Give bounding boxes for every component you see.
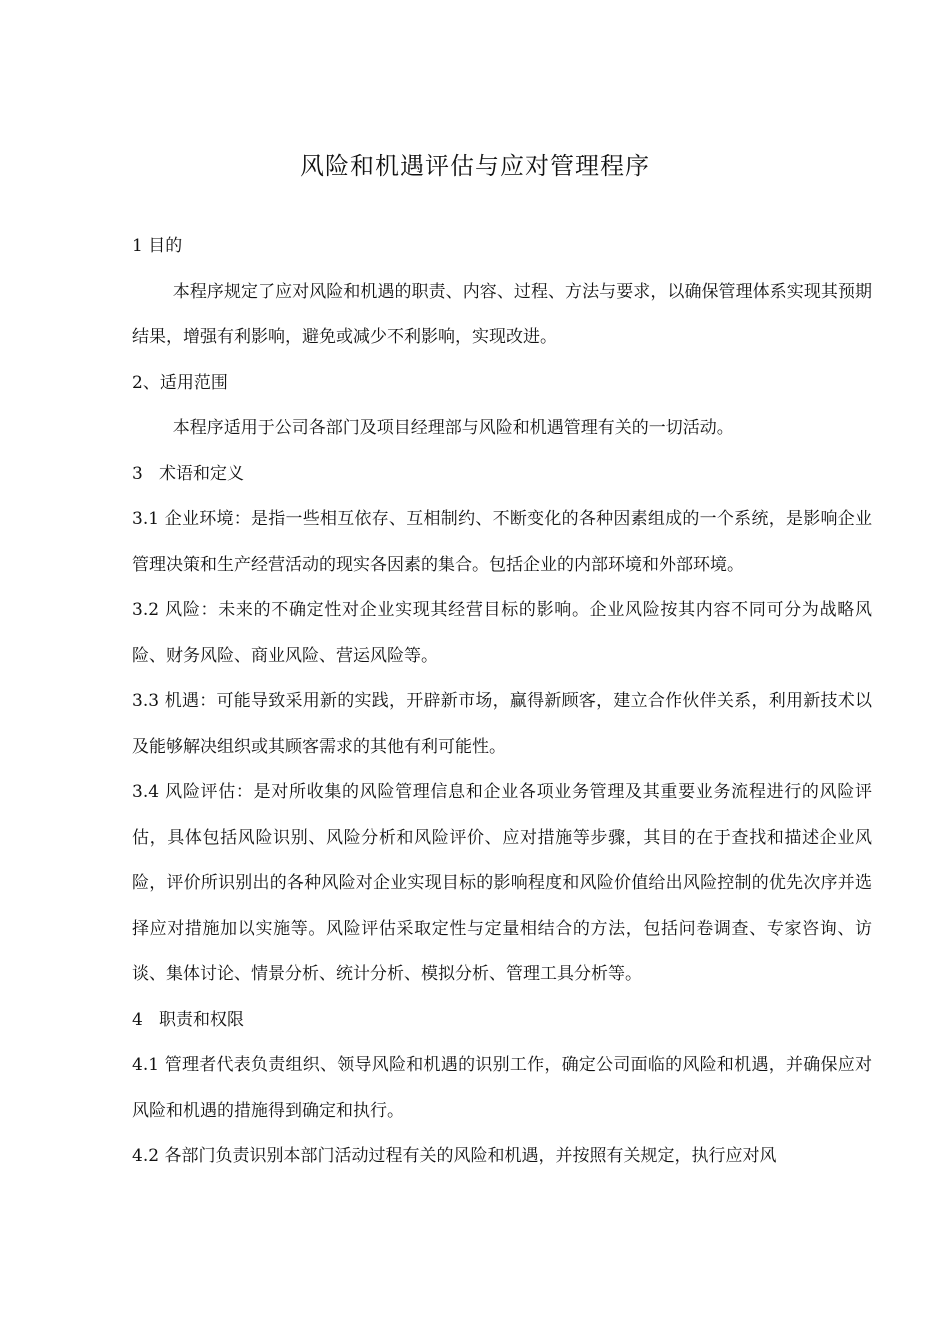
section-heading-scope: 2、适用范围 bbox=[132, 372, 228, 393]
section-heading-responsibilities: 4 职责和权限 bbox=[132, 1009, 245, 1030]
document-title: 风险和机遇评估与应对管理程序 bbox=[300, 152, 650, 180]
term-risk-assessment: 3.4 风险评估：是对所收集的风险管理信息和企业各项业务管理及其重要业务流程进行的风险评估，具体包括风险识别、风险分析和风险评价、应对措施等步骤，其目的在于查找和描述企业风险，评价所识别出的各种风险对企业实现目标的影响程度和风险价值给出风险控制的优先次序并选择应对措施加以实施等。风险评估采取定性与定量相结合的方法，包括问卷调查、专家咨询、访谈、集体讨论、情景分析、统计分析、模拟分析、管理工具分析等。 bbox=[132, 782, 872, 984]
responsibility-management-rep: 4.1 管理者代表负责组织、领导风险和机遇的识别工作，确定公司面临的风险和机遇，并确保应对风险和机遇的措施得到确定和执行。 bbox=[132, 1055, 872, 1121]
section-body-purpose: 本程序规定了应对风险和机遇的职责、内容、过程、方法与要求，以确保管理体系实现其预期结果，增强有利影响，避免或减少不利影响，实现改进。 bbox=[132, 281, 872, 347]
term-opportunity: 3.3 机遇：可能导致采用新的实践，开辟新市场，赢得新顾客，建立合作伙伴关系，利用新技术以及能够解决组织或其顾客需求的其他有利可能性。 bbox=[132, 691, 872, 757]
section-heading-terms: 3 术语和定义 bbox=[132, 463, 245, 484]
section-body-scope: 本程序适用于公司各部门及项目经理部与风险和机遇管理有关的一切活动。 bbox=[172, 418, 734, 438]
term-enterprise-environment: 3.1 企业环境：是指一些相互依存、互相制约、不断变化的各种因素组成的一个系统，是影响企业管理决策和生产经营活动的现实各因素的集合。包括企业的内部环境和外部环境。 bbox=[132, 509, 872, 575]
responsibility-departments: 4.2 各部门负责识别本部门活动过程有关的风险和机遇，并按照有关规定，执行应对风 bbox=[132, 1146, 777, 1166]
section-heading-purpose: 1 目的 bbox=[132, 236, 183, 256]
term-risk: 3.2 风险：未来的不确定性对企业实现其经营目标的影响。企业风险按其内容不同可分为战略风险、财务风险、商业风险、营运风险等。 bbox=[132, 600, 872, 666]
document-body bbox=[132, 224, 872, 1180]
